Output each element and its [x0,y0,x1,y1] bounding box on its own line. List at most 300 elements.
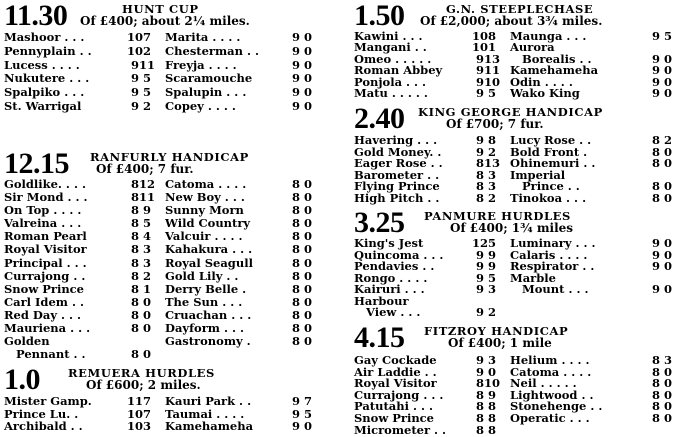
horse-name: Ohinemuri . . [510,156,596,170]
race-terms: Of £2,000; about 3¾ miles. [420,14,603,28]
weight-stone: 9 [651,259,660,273]
weight-lb: 0 [303,98,312,113]
weight-stone: 8 [291,203,300,218]
weight-stone: 8 [130,321,139,336]
weight-stone: 10 [472,29,489,43]
horse-name: Tinokoa . . . [510,190,587,205]
weight-lb: 7 [303,394,312,408]
entry-row [354,190,500,205]
weight-stone: 9 [475,353,484,367]
weight-lb: 3 [487,179,496,193]
horse-name: On Top . . . . [4,203,82,218]
horse-name: Sunny Morn [165,203,244,218]
race-name: FITZROY HANDICAP [424,324,569,338]
horse-name: Kawini . . . [354,29,423,43]
weight-lb: 11 [139,57,156,72]
weight-lb: 5 [303,406,312,421]
entry-row [510,190,676,205]
weight-lb: 0 [663,364,672,379]
weight-stone: 9 [651,85,660,100]
weight-lb: 0 [303,321,312,336]
weight-stone: 8 [291,321,300,336]
weight-lb: 3 [487,353,496,367]
race-terms: Of £600; 2 miles. [86,378,201,392]
horse-name: Catoma . . . . [165,177,247,191]
horse-name: Lucy Rose . . [510,133,592,147]
weight-stone: 8 [291,334,300,349]
race-1130 [4,0,326,144]
entry-row [165,59,316,73]
entry-row [4,31,155,45]
horse-name: Mauriena . . . [4,321,91,336]
entry-row [4,420,155,433]
horse-name: Maunga . . . [510,29,587,43]
entry-row [165,243,316,256]
weight-lb: 0 [663,387,672,402]
race-time: 3.25 [354,206,405,239]
horse-name: Royal Visitor [354,376,437,391]
weight-stone: 9 [475,364,484,379]
horse-name: Lightwood . . [510,387,594,402]
race-time: 11.30 [4,0,68,32]
weight-stone: 9 [475,305,484,319]
horse-name: Taumai . . . . [165,406,245,421]
weight-lb: 5 [142,85,151,100]
weight-lb: 9 [487,247,496,262]
horse-name: Havering . . . [354,133,438,147]
weight-stone: 10 [127,30,144,44]
horse-name: Golden [4,334,50,349]
horse-name: Borealis . . [510,51,592,66]
horse-name: Gay Cockade [354,353,437,367]
entries-grid [4,178,326,361]
weight-stone: 9 [291,43,300,58]
race-header [354,0,671,32]
race-325 [354,205,671,320]
race-header [354,320,671,354]
race-header [4,0,326,32]
entry-row [4,72,155,86]
horse-name: Air Laddie . . [354,364,437,379]
horse-name: Pennyplain . . [4,43,92,58]
weight-stone: 8 [651,353,660,367]
weight-lb: 5 [142,71,151,86]
race-time: 2.40 [354,102,405,135]
weight-lb: 0 [303,177,312,191]
weight-stone: 8 [475,387,484,402]
race-header-text [90,151,249,176]
weight-lb: 2 [142,43,151,58]
race-1215 [4,144,326,362]
entry-row [4,59,155,73]
race-name: RANFURLY HANDICAP [90,150,249,164]
race-header-text [424,325,568,350]
horse-name: Pennant . . [4,347,86,362]
horse-name: Kamehameha [165,419,254,433]
race-header-text [62,367,215,392]
weight-stone: 10 [127,419,144,433]
weight-lb: 2 [142,98,151,113]
weight-stone: 9 [130,98,139,113]
horse-name: Valcuir . . . . [165,229,243,244]
weight-stone: 9 [130,85,139,100]
entry-row [4,100,155,114]
entry-row [4,257,155,270]
weight-stone: 8 [475,167,484,182]
horse-name: Odin . . . . [510,74,573,89]
horse-name: Stonehenge . . [510,399,603,414]
horse-name: Roman Abbey [354,63,443,78]
horse-name: Wild Country [165,216,251,231]
weight-stone: 8 [475,399,484,414]
horse-name: Currajong . . . [354,387,444,402]
weight-lb: 0 [303,190,312,205]
horse-name: Lucess . . . . [4,57,80,72]
entry-row [510,284,676,296]
horse-name: Bold Front . [510,144,588,159]
weight-stone: 9 [475,247,484,262]
weight-stone: 8 [475,190,484,205]
weight-stone: 8 [651,376,660,391]
weight-stone: 9 [291,98,300,113]
horse-name: Ponjola . . . [354,74,427,89]
horse-name: Freyja . . . . [165,57,237,72]
weight-lb: 0 [663,74,672,89]
horse-name: Scaramouche [165,71,253,86]
weight-stone: 9 [651,51,660,66]
weight-lb: 0 [663,376,672,391]
entry-row [4,395,155,408]
weight-lb: 0 [142,294,151,309]
weight-stone: 8 [291,190,300,205]
horse-name: Neil . . . . . [510,376,577,391]
entry-row [4,296,155,309]
weight-lb: 0 [663,259,672,273]
weight-lb: 9 [487,387,496,402]
horse-name: Gold Money. . [354,144,442,159]
horse-name: Snow Prince [354,410,434,425]
weight-lb: 8 [487,29,496,43]
race-terms: Of £400; about 2¼ miles. [80,14,250,28]
weight-lb: 10 [484,74,501,89]
weight-stone: 9 [130,57,139,72]
weight-lb: 2 [663,133,672,147]
entry-row [510,410,676,425]
weight-stone: 9 [651,282,660,296]
race-terms: Of £400; 7 fur. [96,162,194,176]
entry-row [165,335,316,348]
horse-name: Pendavies . . [354,259,435,273]
horse-name: Royal Visitor [4,242,87,257]
horse-name: Spalpiko . . . [4,85,85,100]
horse-name: Rongo . . . . [354,270,428,285]
entry-row [165,270,316,283]
entry-row [4,243,155,256]
weight-stone: 8 [291,216,300,231]
weight-lb: 0 [303,203,312,218]
horse-name: Derry Belle . [165,281,247,296]
weight-lb: 12 [139,177,156,191]
weight-lb: 10 [484,376,501,391]
entry-row [354,307,500,319]
weight-stone: 9 [475,51,484,66]
race-240 [354,101,671,205]
race-header-text [80,3,250,28]
weight-stone: 8 [475,422,484,437]
horse-name: Mangani . . [354,40,427,55]
weight-lb: 7 [142,394,151,408]
weight-stone: 9 [130,71,139,86]
weight-lb: 11 [484,63,501,78]
horse-name: Mister Gamp. [4,394,92,408]
horse-name: Marita . . . . [165,30,241,44]
weight-lb: 0 [663,85,672,100]
horse-name: Mount . . . [510,282,589,296]
horse-name: Calaris . . . . [510,247,588,262]
horse-name: Principal . . . [4,255,87,270]
weight-stone: 9 [475,63,484,78]
weight-stone: 8 [651,410,660,425]
horse-name: Goldlike. . . . [4,177,86,191]
entry-row [165,31,316,45]
race-name: HUNT CUP [122,2,199,16]
weight-stone: 8 [291,281,300,296]
race-10 [4,362,326,434]
horse-name: New Boy . . . [165,190,245,205]
weight-lb: 4 [142,229,151,244]
horse-name: Gastronomy . [165,334,251,349]
entries-grid [4,395,326,433]
horse-name: St. Warrigal [4,98,82,113]
weight-stone: 9 [651,236,660,250]
weight-lb: 3 [142,255,151,270]
weight-lb: 11 [139,190,156,205]
weight-stone: 12 [472,236,489,250]
weight-stone: 9 [475,270,484,285]
entry-row [4,45,155,59]
weight-stone: 8 [130,268,139,283]
weight-stone: 9 [651,247,660,262]
weight-lb: 0 [303,268,312,283]
weight-lb: 0 [663,282,672,296]
weight-lb: 9 [142,203,151,218]
weight-lb: 0 [663,144,672,159]
weight-stone: 9 [475,133,484,147]
weight-lb: 8 [487,399,496,414]
weight-lb: 3 [142,419,151,433]
weight-stone: 8 [291,177,300,191]
entry-row [4,348,155,361]
weight-lb: 0 [303,229,312,244]
weight-stone: 9 [475,144,484,159]
weight-stone: 8 [291,294,300,309]
weight-lb: 0 [663,236,672,250]
weight-stone: 8 [651,144,660,159]
entry-row [165,296,316,309]
horse-name: Prince Lu. . [4,406,79,421]
horse-name: Sir Mond . . . [4,190,88,205]
entries-grid [354,135,671,204]
weight-lb: 3 [487,282,496,296]
weight-stone: 9 [291,406,300,421]
entry-row [165,45,316,59]
entry-row [165,395,316,408]
weight-lb: 0 [303,43,312,58]
horse-name: View . . . [354,305,421,319]
weight-stone: 9 [475,282,484,296]
weight-lb: 0 [303,419,312,433]
weight-stone: 9 [291,30,300,44]
weight-lb: 8 [487,410,496,425]
race-header [4,362,326,396]
weight-stone: 10 [472,40,489,55]
weight-lb: 3 [487,167,496,182]
entries-grid [354,31,671,99]
horse-name: Cruachan . . . [165,307,252,322]
race-header [354,101,671,135]
weight-lb: 0 [142,307,151,322]
weight-lb: 0 [303,85,312,100]
weight-stone: 10 [127,406,144,421]
horse-name: Royal Seagull [165,255,253,270]
race-header-text [424,210,573,235]
weight-stone: 9 [651,74,660,89]
race-time: 12.15 [4,147,69,180]
weight-lb: 7 [142,30,151,44]
race-time: 1.50 [354,0,405,32]
horse-name: Operatic . . . [510,410,590,425]
race-header-text [420,3,602,28]
entry-row [165,100,316,114]
entry-row [165,257,316,270]
weight-stone: 9 [475,85,484,100]
weight-stone: 9 [651,29,660,43]
weight-stone: 8 [130,294,139,309]
weight-stone: 8 [651,133,660,147]
horse-name: Harbour [354,293,409,308]
horse-name: Mashoor . . . [4,30,85,44]
weight-stone: 8 [130,229,139,244]
weight-lb: 0 [663,179,672,193]
weight-lb: 3 [142,242,151,257]
weight-lb: 5 [663,29,672,43]
horse-name: Flying Prince [354,179,440,193]
weight-lb: 0 [663,51,672,66]
horse-name: Prince . . [510,179,580,193]
weight-stone: 8 [651,190,660,205]
horse-name: Kahakura . . . [165,242,253,257]
weight-lb: 0 [663,399,672,414]
horse-name: Valreina . . . [4,216,82,231]
weight-stone: 8 [651,179,660,193]
weight-stone: 9 [475,74,484,89]
weight-lb: 2 [487,190,496,205]
entry-row [4,86,155,100]
horse-name: Kauri Park . . [165,394,252,408]
horse-name: Omeo . . . . . [354,51,432,66]
horse-name: Eager Rose . . [354,156,443,170]
weight-lb: 0 [303,57,312,72]
weight-lb: 0 [303,307,312,322]
horse-name: Kamehameha [510,63,599,78]
horse-name: Marble [510,270,556,285]
horse-name: The Sun . . . [165,294,243,309]
weight-stone: 8 [130,281,139,296]
horse-name: Luminary . . . [510,236,596,250]
horse-name: Archibald . . [4,419,83,433]
weight-lb: 5 [487,270,496,285]
horse-name: Copey . . . . [165,98,236,113]
weight-stone: 9 [291,394,300,408]
horse-name: Kairuri . . . [354,282,425,296]
horse-name: Wako King [510,85,580,100]
weight-stone: 8 [130,190,139,205]
weight-lb: 0 [303,71,312,86]
horse-name: Respirator . . [510,259,595,273]
horse-name: Barometer . . [354,167,440,182]
weight-lb: 8 [487,422,496,437]
entries-grid [4,31,326,114]
horse-name: Aurora [510,40,555,55]
weight-lb: 13 [484,156,501,170]
weight-stone: 9 [291,71,300,86]
weight-lb: 8 [487,133,496,147]
weight-stone: 9 [651,63,660,78]
race-name: KING GEORGE HANDICAP [418,105,603,119]
weight-lb: 1 [142,281,151,296]
weight-lb: 0 [663,247,672,262]
weight-lb: 5 [487,236,496,250]
weight-lb: 0 [303,216,312,231]
race-name: G.N. STEEPLECHASE [446,2,594,16]
race-terms: Of £400; 1¾ miles [450,221,574,235]
horse-name: Red Day . . . [4,307,82,322]
race-terms: Of £700; 7 fur. [446,117,544,131]
weight-stone: 8 [130,347,139,362]
race-time: 1.0 [4,363,40,396]
weight-stone: 9 [291,419,300,433]
entry-row [4,270,155,283]
horse-name: High Pitch . . [354,190,440,205]
horse-name: Spalupin . . . [165,85,247,100]
horse-name: Gold Lily . . [165,268,239,283]
weight-lb: 2 [487,305,496,319]
weight-stone: 11 [127,394,144,408]
weight-stone: 8 [475,410,484,425]
weight-lb: 0 [303,255,312,270]
weight-stone: 8 [651,387,660,402]
horse-name: Nukutere . . . [4,71,90,86]
weight-stone: 8 [651,156,660,170]
weight-lb: 0 [663,156,672,170]
weight-lb: 0 [142,347,151,362]
horse-name: Roman Pearl [4,229,87,244]
horse-name: King's Jest [354,236,424,250]
horse-name: Catoma . . . . [510,364,592,379]
weight-stone: 9 [291,85,300,100]
weight-lb: 7 [142,406,151,421]
weight-lb: 0 [663,190,672,205]
entry-row [4,283,155,296]
entry-row [354,422,500,437]
weight-stone: 8 [291,255,300,270]
race-name: REMUERA HURDLES [68,366,215,380]
weight-stone: 8 [291,268,300,283]
horse-name: Imperial [510,167,566,182]
entry-row [165,72,316,86]
weight-lb: 0 [303,334,312,349]
entry-row [510,85,676,100]
